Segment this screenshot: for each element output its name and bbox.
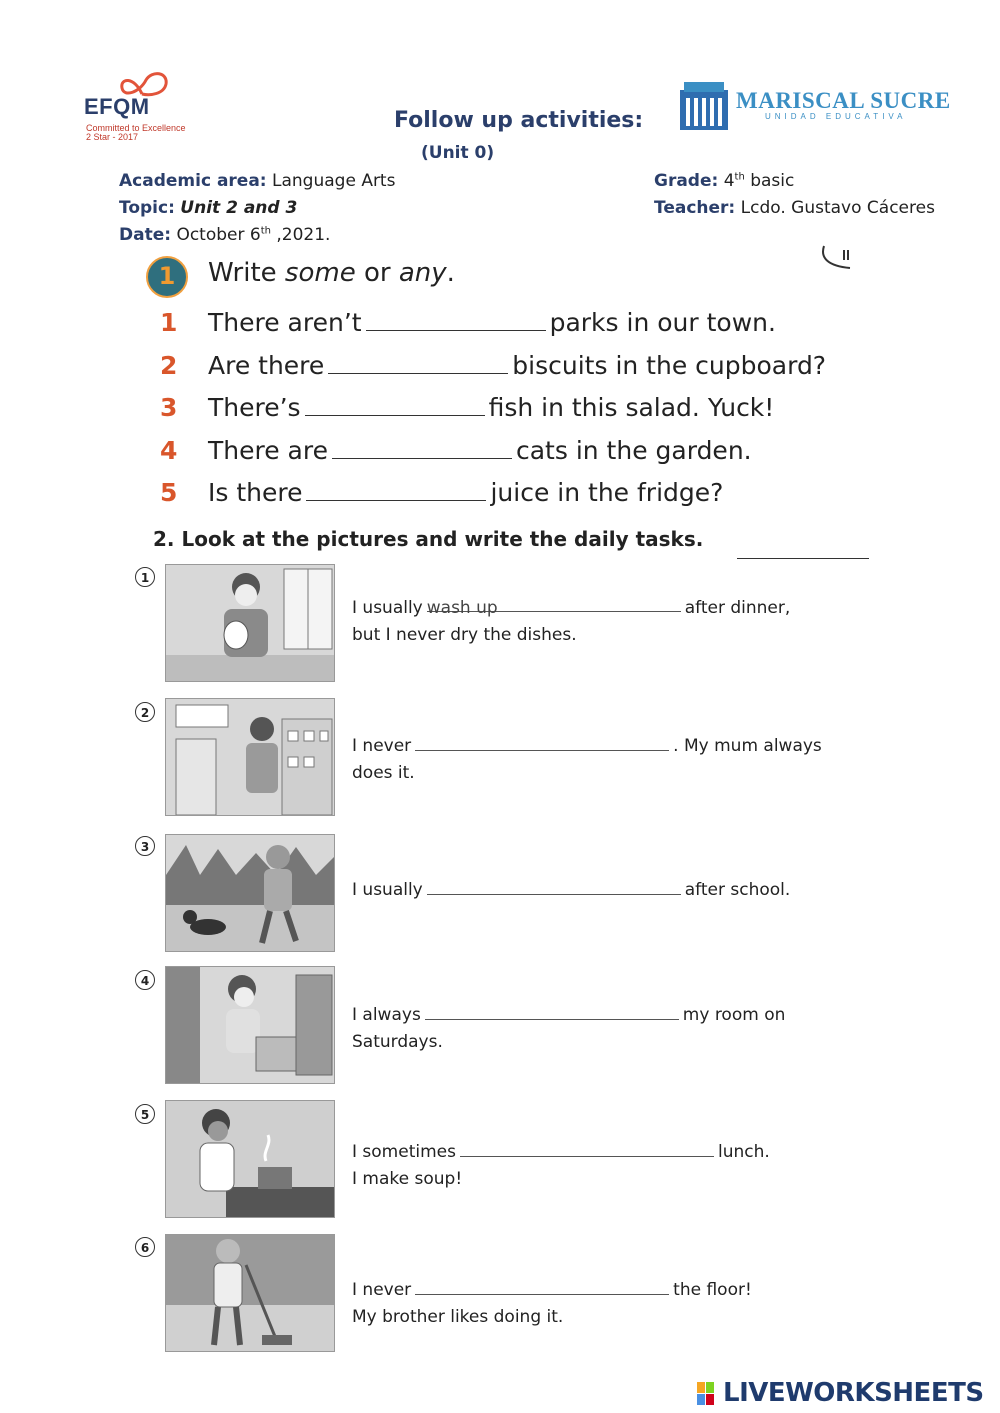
ex2-line2: I make soup! [352, 1169, 463, 1189]
academic-area-label: Academic area: [119, 171, 267, 191]
ex2-post: after school. [684, 880, 791, 900]
topic-label: Topic: [119, 198, 175, 218]
page-title: Follow up activities: [394, 108, 644, 133]
school-subtitle: UNIDAD EDUCATIVA [765, 112, 907, 121]
ex1-sentence [160, 478, 724, 507]
ex2-number: 1 [135, 567, 155, 587]
ex2-post: . My mum always [673, 736, 822, 756]
ex1-answer-blank[interactable] [366, 310, 546, 331]
ex1-pre: Is there [208, 478, 303, 507]
ex2-sentence [352, 595, 790, 649]
ex2-number: 3 [135, 836, 155, 856]
exercise-1-badge [146, 256, 188, 298]
ex1-number: 4 [160, 436, 178, 465]
ex1-pre: There aren’t [208, 308, 362, 337]
washing-dishes-picture [165, 564, 335, 682]
topic [119, 198, 297, 218]
ex2-sentence [352, 1139, 770, 1193]
ex1-number: 1 [160, 308, 178, 337]
ex2-post: the floor! [673, 1280, 752, 1300]
page-mark-icon [818, 244, 854, 274]
academic-area [119, 171, 395, 191]
ex2-sentence [352, 1002, 785, 1056]
ex2-number: 6 [135, 1237, 155, 1257]
date-suffix: th [260, 225, 271, 237]
title-part: . [446, 258, 455, 288]
title-any: any [398, 258, 447, 288]
ex2-example-answer: wash up [426, 598, 498, 618]
school-name: MARISCAL SUCRE [736, 88, 951, 113]
ex2-line2: does it. [352, 763, 415, 783]
academic-area-value: Language Arts [272, 171, 396, 191]
ex1-pre: There are [208, 436, 328, 465]
ex2-pre: I usually [352, 880, 423, 900]
ex1-number: 5 [160, 478, 178, 507]
ex1-post: parks in our town. [549, 308, 776, 337]
ex2-answer-blank[interactable] [427, 878, 681, 895]
ex2-line2: but I never dry the dishes. [352, 625, 577, 645]
date [119, 225, 330, 245]
cleaning-floor-picture [165, 1234, 335, 1352]
ex2-number: 4 [135, 970, 155, 990]
ex1-sentence [160, 393, 775, 422]
ex1-post: juice in the fridge? [490, 478, 724, 507]
teacher-value: Lcdo. Gustavo Cáceres [740, 198, 935, 218]
ex1-pre: There’s [208, 393, 301, 422]
ex1-answer-blank[interactable] [328, 353, 508, 374]
ex2-line2: My brother likes doing it. [352, 1307, 564, 1327]
liveworksheets-brand: LIVEWORKSHEETS [723, 1378, 984, 1408]
ex1-sentence [160, 351, 827, 380]
ex2-post: after dinner, [684, 598, 791, 618]
ex1-post: cats in the garden. [515, 436, 752, 465]
ex2-pre: I never [352, 1280, 412, 1300]
ex2-answer-blank[interactable] [415, 1278, 669, 1295]
ex1-sentence [160, 436, 752, 465]
page-subtitle: (Unit 0) [421, 143, 495, 163]
ex2-sentence [352, 877, 790, 904]
efqm-award: 2 Star - 2017 [86, 132, 139, 142]
ex2-pre: I always [352, 1005, 421, 1025]
exercise-2-answer-line[interactable] [737, 558, 869, 559]
ex2-pre: I never [352, 736, 412, 756]
ex2-answer-blank[interactable] [425, 1003, 679, 1020]
grade [654, 171, 794, 191]
ex1-post: biscuits in the cupboard? [512, 351, 827, 380]
title-part: or [355, 258, 399, 288]
teacher-label: Teacher: [654, 198, 736, 218]
ex2-pre: I sometimes [352, 1142, 456, 1162]
title-part: Write [208, 258, 285, 288]
exercise-2-title: 2. Look at the pictures and write the daily tasks. [153, 527, 704, 551]
shopping-picture [165, 698, 335, 816]
topic-value: Unit 2 and 3 [180, 198, 298, 218]
ex2-post: lunch. [717, 1142, 770, 1162]
date-year: ,2021. [270, 225, 331, 245]
exercise-1-number: 1 [158, 262, 176, 290]
ex1-sentence [160, 308, 776, 337]
ex2-number: 5 [135, 1104, 155, 1124]
date-label: Date: [119, 225, 172, 245]
teacher [654, 198, 935, 218]
ex2-answer-blank[interactable] [460, 1140, 714, 1157]
ex1-number: 3 [160, 393, 178, 422]
exercise-1-title [208, 258, 455, 288]
ex1-answer-blank[interactable] [305, 395, 485, 416]
ex1-number: 2 [160, 351, 178, 380]
ex2-number: 2 [135, 702, 155, 722]
ex1-pre: Are there [208, 351, 325, 380]
ex2-line2: Saturdays. [352, 1032, 443, 1052]
ex2-answer-blank[interactable] [415, 734, 669, 751]
tidying-room-picture [165, 966, 335, 1084]
ex2-post: my room on [682, 1005, 786, 1025]
walking-dog-picture [165, 834, 335, 952]
ex1-post: fish in this salad. Yuck! [488, 393, 775, 422]
grade-suffix: th [734, 171, 745, 183]
ex2-sentence [352, 1277, 752, 1331]
grade-number: 4 [723, 171, 735, 191]
ex2-answer-blank[interactable] [426, 595, 681, 618]
date-value: October 6 [176, 225, 261, 245]
ex1-answer-blank[interactable] [306, 480, 486, 501]
efqm-tagline: Committed to Excellence [86, 123, 186, 133]
cooking-picture [165, 1100, 335, 1218]
grade-label: Grade: [654, 171, 719, 191]
ex2-pre: I usually [352, 598, 423, 618]
efqm-name: EFQM [84, 94, 150, 119]
title-some: some [284, 258, 356, 288]
liveworksheets-logo-icon [697, 1382, 723, 1406]
grade-level: basic [744, 171, 795, 191]
ex2-sentence [352, 733, 822, 787]
ex1-answer-blank[interactable] [332, 438, 512, 459]
school-building-icon [678, 80, 730, 132]
